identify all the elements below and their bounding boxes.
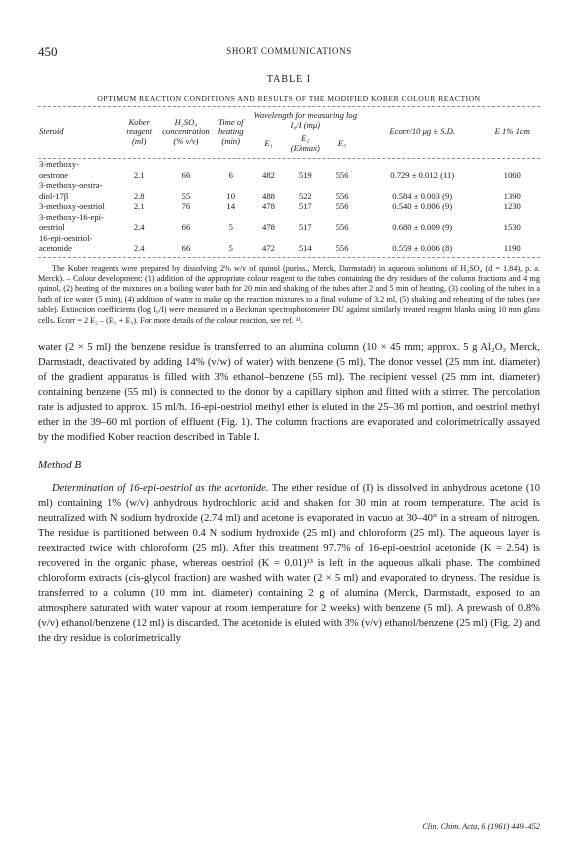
cell-e1cm: 1230 xyxy=(503,201,521,211)
cell-e1cm: 1390 xyxy=(503,190,521,201)
table-row xyxy=(38,191,540,202)
cell-h2so4: 66 xyxy=(181,243,191,253)
cell-time xyxy=(211,233,251,244)
col-time: Time of heating (min) xyxy=(217,116,244,146)
cell-e1: 478 xyxy=(262,222,275,232)
cell-ecorr: 0.680 ± 0.009 (9) xyxy=(392,222,453,232)
table-row xyxy=(38,233,540,244)
cell-time: 5 xyxy=(228,243,233,253)
cell-ecorr xyxy=(360,233,485,244)
cell-time: 5 xyxy=(228,222,233,232)
cell-h2so4 xyxy=(161,180,211,191)
cell-kober xyxy=(117,212,161,223)
cell-steroid: oestriol xyxy=(39,222,65,232)
cell-kober xyxy=(117,233,161,244)
table-caption: OPTIMUM REACTION CONDITIONS AND RESULTS OF THE MODIFIED KOBER COLOUR REACTION xyxy=(97,94,481,103)
cell-steroid: 16-epi-oestriol- xyxy=(39,232,93,243)
col-wavelength: Wavelength for measuring log I₀/I (mμ) xyxy=(253,110,358,130)
running-title: SHORT COMMUNICATIONS xyxy=(226,46,352,56)
cell-e3 xyxy=(324,212,360,223)
cell-e1cm xyxy=(485,180,541,191)
running-header xyxy=(38,44,540,60)
cell-e1 xyxy=(251,233,287,244)
cell-e1 xyxy=(251,212,287,223)
table-row xyxy=(38,180,540,191)
cell-e2 xyxy=(286,180,324,191)
cell-ecorr: 0.729 ± 0.012 (11) xyxy=(390,169,455,180)
col-kober: Kober reagent (ml) xyxy=(126,116,153,146)
method-heading: Method B xyxy=(38,458,82,471)
cell-h2so4 xyxy=(161,159,211,170)
col-steroid: Steroid xyxy=(39,126,64,137)
cell-steroid: oestrone xyxy=(39,169,69,180)
cell-e1cm: 1530 xyxy=(503,222,521,232)
cell-e3: 556 xyxy=(335,243,349,253)
cell-kober: 2.8 xyxy=(133,190,145,201)
table-bottom-rule xyxy=(38,257,540,258)
cell-e1cm: 1060 xyxy=(503,169,521,180)
journal-citation: Clin. Chim. Acta, 6 (1961) 449–452 xyxy=(422,822,540,831)
cell-steroid: acetonide xyxy=(39,243,72,253)
cell-e1cm: 1190 xyxy=(503,243,521,253)
cell-ecorr xyxy=(360,212,485,223)
body-paragraph-2 xyxy=(38,481,540,646)
cell-steroid: 3-methoxy-16-epi- xyxy=(39,211,104,222)
cell-e1: 482 xyxy=(262,169,275,180)
cell-e3 xyxy=(324,233,360,244)
page xyxy=(38,44,540,646)
cell-time: 10 xyxy=(226,190,236,201)
cell-e3: 556 xyxy=(335,190,349,201)
cell-steroid: diol-17β xyxy=(39,190,69,201)
cell-e2: 522 xyxy=(298,190,312,201)
col-e2: E₂ (Eλmax) xyxy=(290,133,320,153)
cell-h2so4 xyxy=(161,212,211,223)
body-paragraph-1: water (2 × 5 ml) the benzene residue is transferred to an alumina column (10 × 45 mm; approx. 5 g Al₂O₃ Merck, Darmstadt, deactivated by adding 14% (v/w) of water) with benzene (5 ml). The donor vessel (25 mm int. diameter) of the gradient apparatus is filled with 3% ethanol–benzene (55 ml). The recipient vessel (25 mm int. diameter) containing benzene (55 ml) is connected to the donor by a capillary siphon and fitted with a stirrer. The percolation rate is adjusted to approx. 15 ml/h. 16-epi-oestriol methyl ether is eluted in the 25–36 ml portion, and oestriol methyl ether in the 39–60 ml portion of effluent (Fig. 1). The column fractions are evaporated and colorimetrically assayed by the modified Kober reaction described in Table I. xyxy=(38,341,540,443)
table-footnote: The Kober reagents were prepared by dissolving 2% w/v of quinol (puriss., Merck, Darmstadt) in aqueous solutions of H₂SO₄ (d = 1.84), p. a. Merck). – Colour development: (1) addition of the appropriate colour reagent to the tubes containing the dry residues of the column fractions and 4 mg quinol, (2) heating of the mixtures on a boiling water bath for 20 min and shaking of the tubes after 2 and 5 min of heating, (3) cooling of the tubes in a bath of ice water (5 min), (4) addition of water to make up the reaction mixtures to a final volume of 3.2 ml, (5) shaking and reheating of the tubes (see table). Extinction coefficients (log I₀/I) were measured in a Beckman spectrophotometer DU against similarly treated reagent blanks using 10 mm glass cells. Ecorr = 2 E₂ – (E₁ + E₃). For more details of the colour reaction, see ref. ¹¹. xyxy=(38,263,540,325)
table-top-rule xyxy=(38,106,540,107)
header-row xyxy=(38,109,540,132)
table-row xyxy=(38,243,540,254)
cell-kober: 2.1 xyxy=(133,201,145,211)
cell-e2: 519 xyxy=(298,169,312,180)
table-title: TABLE I xyxy=(266,74,312,85)
cell-steroid: 3-methoxy- xyxy=(39,159,80,169)
cell-kober xyxy=(117,180,161,191)
cell-e3: 556 xyxy=(335,201,349,211)
cell-ecorr: 0.584 ± 0.003 (9) xyxy=(392,190,453,201)
cell-e2 xyxy=(286,233,324,244)
cell-e1: 472 xyxy=(262,243,275,253)
cell-e1 xyxy=(251,159,287,170)
table-row xyxy=(38,201,540,212)
cell-kober xyxy=(117,159,161,170)
cell-e1: 478 xyxy=(262,201,275,211)
cell-e1cm xyxy=(485,159,541,170)
cell-e2: 517 xyxy=(298,201,312,211)
col-ecorr: Ecorr/10 μg ± S.D. xyxy=(389,126,455,137)
cell-kober: 2.4 xyxy=(133,222,145,232)
cell-time xyxy=(211,212,251,223)
cell-e1cm xyxy=(485,233,541,244)
cell-ecorr xyxy=(360,159,485,170)
col-e3: E₃ xyxy=(337,137,347,148)
cell-e2: 517 xyxy=(298,222,312,232)
cell-e3: 556 xyxy=(335,222,349,232)
cell-e1: 488 xyxy=(262,190,275,201)
cell-kober: 2.1 xyxy=(133,169,145,180)
cell-ecorr xyxy=(360,180,485,191)
cell-e2 xyxy=(286,212,324,223)
cell-steroid: 3-methoxy-oestra- xyxy=(39,180,103,190)
cell-e2 xyxy=(286,159,324,170)
page-number: 450 xyxy=(38,44,58,59)
paragraph-text: The ether residue of (I) is dissolved in anhydrous acetone (10 ml) containing 1% (w/v) anhydrous hydrochloric acid and shaken for 30 min at room temperature. The acid is neutralized with N sodium hydroxide (2.74 ml) and acetone is evaporated in vacuo at 30–40° in a stream of nitrogen. The residue is partitioned between 0.4 N sodium hydroxide (25 ml) and chloroform (25 ml). The aqueous layer is reextracted twice with chloroform (25 ml). After this treatment 97.7% of 16-epi-oestriol acetonide (K = 2.54) is recovered in the organic phase, whereas oestriol (K = 0.01)¹³ is left in the aqueous alkali phase. The combined chloroform extracts (cis-glycol fraction) are washed with water (2 × 5 ml) and evaporated to dryness. The residue is transferred to a column (10 mm int. diameter) containing 2 g of alumina (Merck, Darmstadt, exposed to an atmosphere saturated with water vapour at room temperature for 2 weeks) with benzene (5 ml). A prewash of 0.8% (v/v) ethanol/benzene (12 ml) is discarded. The acetonide is eluted with 3% (v/v) ethanol/benzene (25 ml) (Fig. 2) and the dry residue is colorimetrically xyxy=(38,482,540,644)
cell-e1 xyxy=(251,180,287,191)
cell-time: 14 xyxy=(226,201,236,211)
cell-h2so4: 66 xyxy=(181,222,191,232)
cell-h2so4: 66 xyxy=(181,169,191,180)
cell-e1cm xyxy=(485,212,541,223)
cell-e3 xyxy=(324,159,360,170)
cell-ecorr: 0.540 ± 0.006 (9) xyxy=(392,201,453,211)
paragraph-lead: Determination of 16-epi-oestriol as the acetonide. xyxy=(52,482,269,494)
cell-e3: 556 xyxy=(335,169,349,180)
cell-h2so4 xyxy=(161,233,211,244)
cell-e2: 514 xyxy=(298,243,312,253)
col-e1: E₁ xyxy=(264,137,273,148)
table-row xyxy=(38,212,540,223)
cell-h2so4: 55 xyxy=(181,190,191,201)
cell-time: 6 xyxy=(228,169,233,180)
results-table xyxy=(38,109,540,254)
table-row xyxy=(38,159,540,170)
col-e1cm: E 1% 1cm xyxy=(494,126,530,137)
cell-h2so4: 76 xyxy=(181,201,191,211)
cell-time xyxy=(211,180,251,191)
table-row xyxy=(38,222,540,233)
cell-ecorr: 0.559 ± 0.006 (8) xyxy=(392,243,453,253)
col-h2so4: H₂SO₄ concentration (% v/v) xyxy=(162,116,210,146)
table-row xyxy=(38,170,540,181)
cell-kober: 2.4 xyxy=(133,243,145,253)
cell-time xyxy=(211,159,251,170)
cell-e3 xyxy=(324,180,360,191)
cell-steroid: 3-methoxy-oestriol xyxy=(39,201,105,211)
